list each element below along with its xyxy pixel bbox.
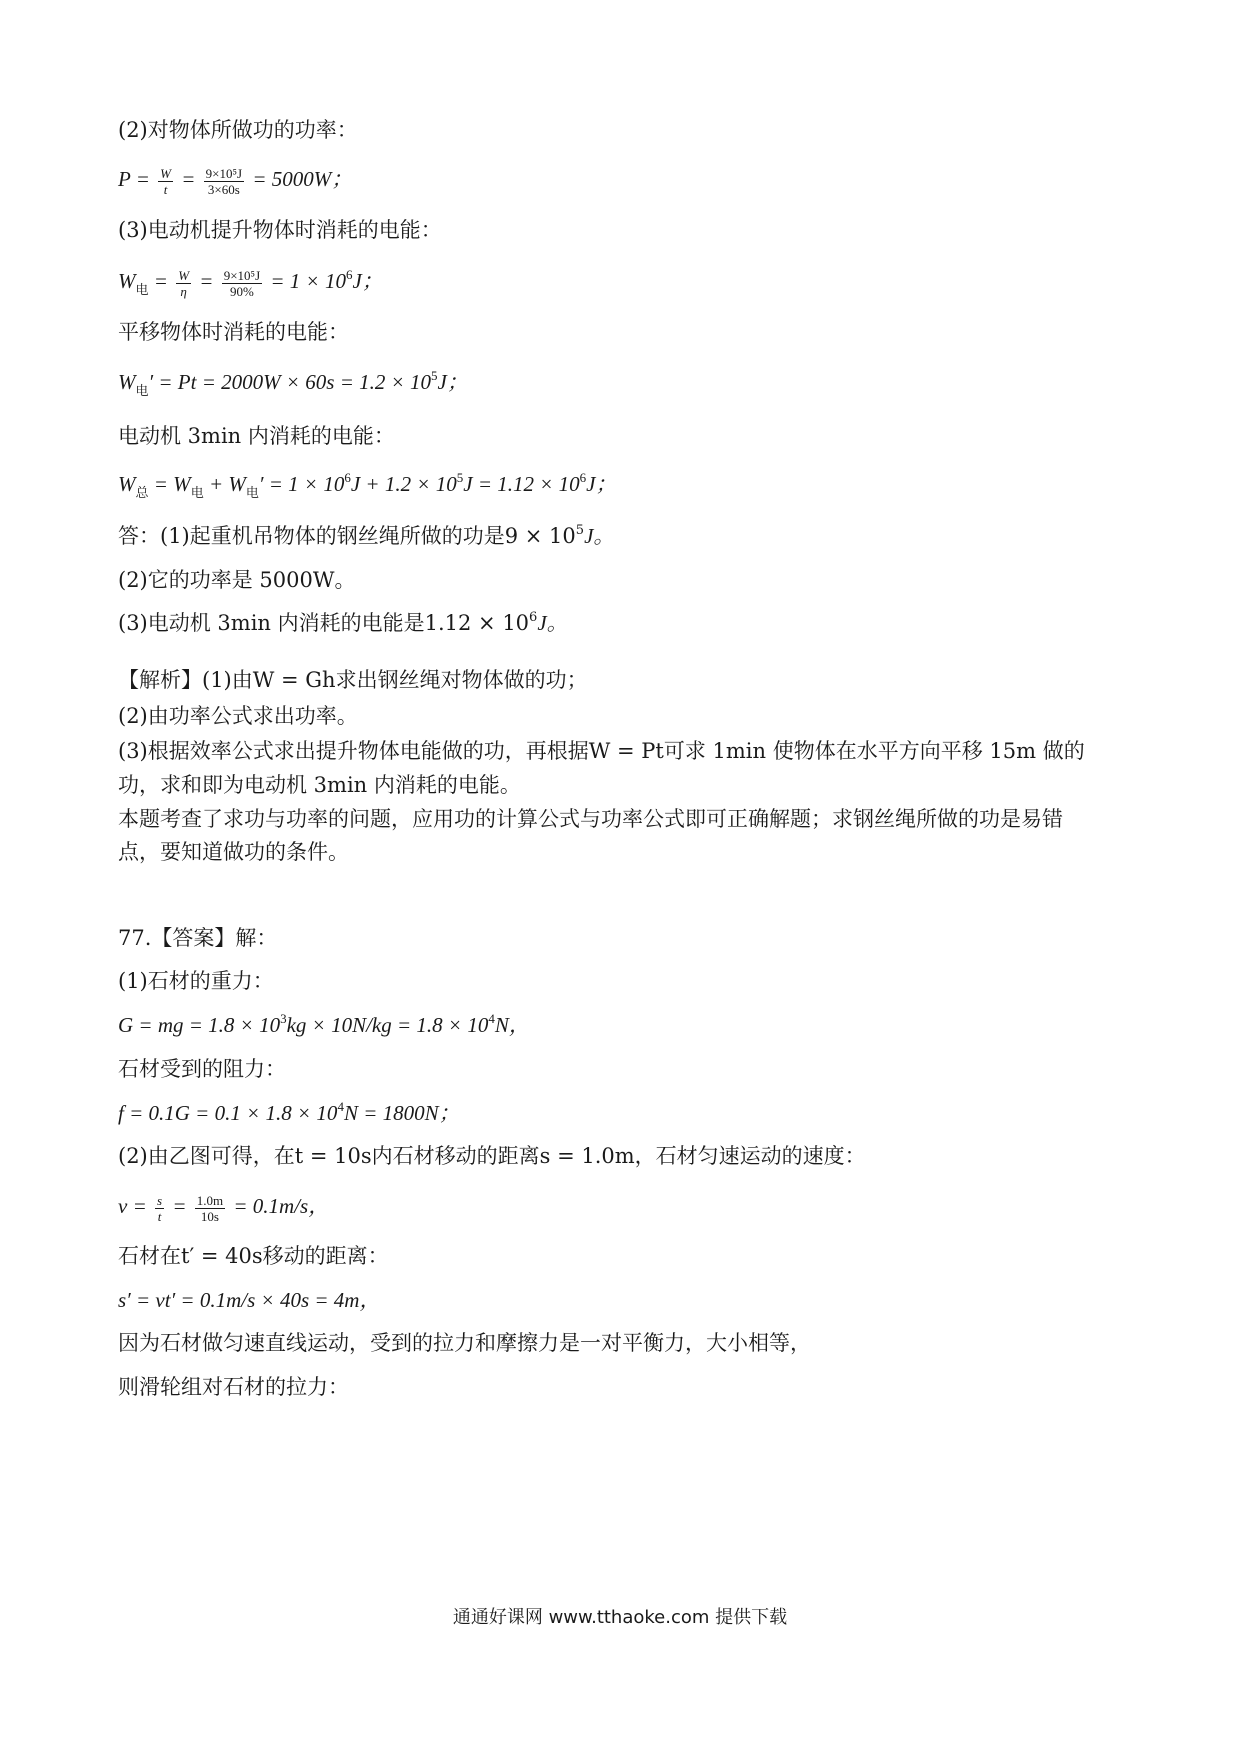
answer-line-3 [118,609,568,637]
eq-part: J； [352,269,383,293]
fraction [155,1193,164,1224]
subscript: 电 [245,485,259,500]
fraction [222,268,262,299]
equation-total-energy [118,470,617,498]
text-line: 电动机 3min 内消耗的电能： [118,424,395,448]
numerator: 1.0m [196,1192,224,1208]
analysis-line: (2)由功率公式求出功率。 [118,704,358,728]
eq-part: ′ = Pt = 2000W × 60s = 1.2 × 10 [148,370,432,394]
denominator: 90% [230,283,254,299]
eq-part: J； [586,472,617,496]
exponent: 5 [431,368,438,383]
exponent: 6 [529,610,538,625]
numerator: 9×10⁵J [205,165,243,181]
eq-part: G = mg = 1.8 × 10 [118,1013,281,1037]
text-line: (1)石材的重力： [118,969,274,993]
eq-part: f = 0.1G = 0.1 × 1.8 × 10 [118,1101,338,1125]
text-line: 平移物体时消耗的电能： [118,320,349,344]
text-line: (2)由乙图可得，在t = 10s内石材移动的距离s = 1.0m，石材匀速运动的速度： [118,1144,866,1168]
denominator: η [180,283,187,299]
text-line: 石材受到的阻力： [118,1057,286,1081]
text-line: (2)对物体所做功的功率： [118,118,358,142]
fraction [195,1193,225,1224]
fraction [176,268,191,299]
equation-power: P = $\frac{W}{t}$ = $\frac{\text{9×10⁵J}}{3\times 60s}$ = 5000W； [118,165,353,197]
equation-velocity: v = $\frac{s}{t}$ = $\frac{1.0m}{10s}$ = 0.1m/s， [118,1192,330,1224]
exponent: 6 [344,470,351,485]
analysis-line: 本题考查了求功与功率的问题，应用功的计算公式与功率公式即可正确解题；求钢丝绳所做的功是易错 [118,807,1063,831]
eq-part: = 1 × 10 [270,269,346,293]
exponent: 5 [575,523,585,538]
numerator: W [160,165,171,181]
numerator: W [178,267,190,283]
text-line: 因为石材做匀速直线运动，受到的拉力和摩擦力是一对平衡力，大小相等， [118,1331,811,1355]
denominator: 3×60s [207,181,240,197]
eq-part: W [118,370,136,394]
eq-part: P = [118,167,156,191]
eq-part: J = 1.12 × 10 [463,472,580,496]
eq-part: + W [203,472,246,496]
eq-part: = W [148,472,191,496]
exponent: 3 [280,1011,287,1026]
text-line: (3)电动机提升物体时消耗的电能： [118,218,442,242]
eq-part: J。 [537,611,568,635]
eq-part: 答：(1)起重机吊物体的钢丝绳所做的功是9 × 10 [118,524,576,548]
exponent: 5 [456,470,464,485]
denominator: t [157,1208,162,1224]
eq-part: N， [494,1013,530,1037]
equation-gravity [118,1011,530,1039]
eq-part: J。 [584,524,615,548]
denominator: t [163,181,168,197]
equation-distance: s′ = vt′ = 0.1m/s × 40s = 4m， [118,1288,381,1312]
answer-line-1 [118,522,614,550]
equation-electric-energy: $W_电$ = $\frac{W}{\eta}$ = $\frac{\text{9×10⁵J}}{90\%}$ = $1 \times 10^6J$； [118,267,383,299]
page-footer: 通通好课网 www.tthaoke.com 提供下载 [452,1607,788,1628]
analysis-line: 点，要知道做功的条件。 [118,840,349,864]
eq-part: kg × 10N/kg = 1.8 × 10 [286,1013,489,1037]
fraction [204,166,244,197]
exponent: 6 [579,470,587,485]
eq-part: J + 1.2 × 10 [350,472,457,496]
subscript: 电 [135,383,149,398]
text-line: 石材在t′ = 40s移动的距离： [118,1244,389,1268]
subscript: 电 [190,485,204,500]
exponent: 4 [337,1099,344,1114]
eq-part: W [118,472,136,496]
exponent: 6 [345,267,353,282]
eq-part: J； [437,370,468,394]
numerator: 9×10⁵J [223,267,261,283]
eq-part: ′ = 1 × 10 [258,472,345,496]
text-line: 则滑轮组对石材的拉力： [118,1375,349,1399]
question-header: 77.【答案】解： [118,926,278,950]
fraction [158,166,173,197]
exponent: 4 [488,1011,495,1026]
equation-translation-energy [118,368,468,396]
equation-resistance [118,1099,460,1127]
answer-line-2: (2)它的功率是 5000W。 [118,568,356,592]
analysis-line: (3)根据效率公式求出提升物体电能做的功，再根据W = Pt可求 1min 使物体在水平方向平移 15m 做的 [118,739,1085,763]
denominator: 10s [200,1208,219,1224]
eq-part: v = [118,1194,152,1218]
analysis-line: 功，求和即为电动机 3min 内消耗的电能。 [118,773,521,797]
eq-part: = 5000W； [252,167,353,191]
eq-part: = 0.1m/s， [233,1194,330,1218]
eq-part: (3)电动机 3min 内消耗的电能是1.12 × 10 [118,611,530,635]
numerator: s [157,1192,163,1208]
eq-part: N = 1800N； [343,1101,460,1125]
eq-part: W [118,269,136,293]
subscript: 总 [135,485,149,500]
analysis-line: 【解析】(1)由W = Gh求出钢丝绳对物体做的功； [118,668,588,692]
subscript: 电 [135,282,149,297]
